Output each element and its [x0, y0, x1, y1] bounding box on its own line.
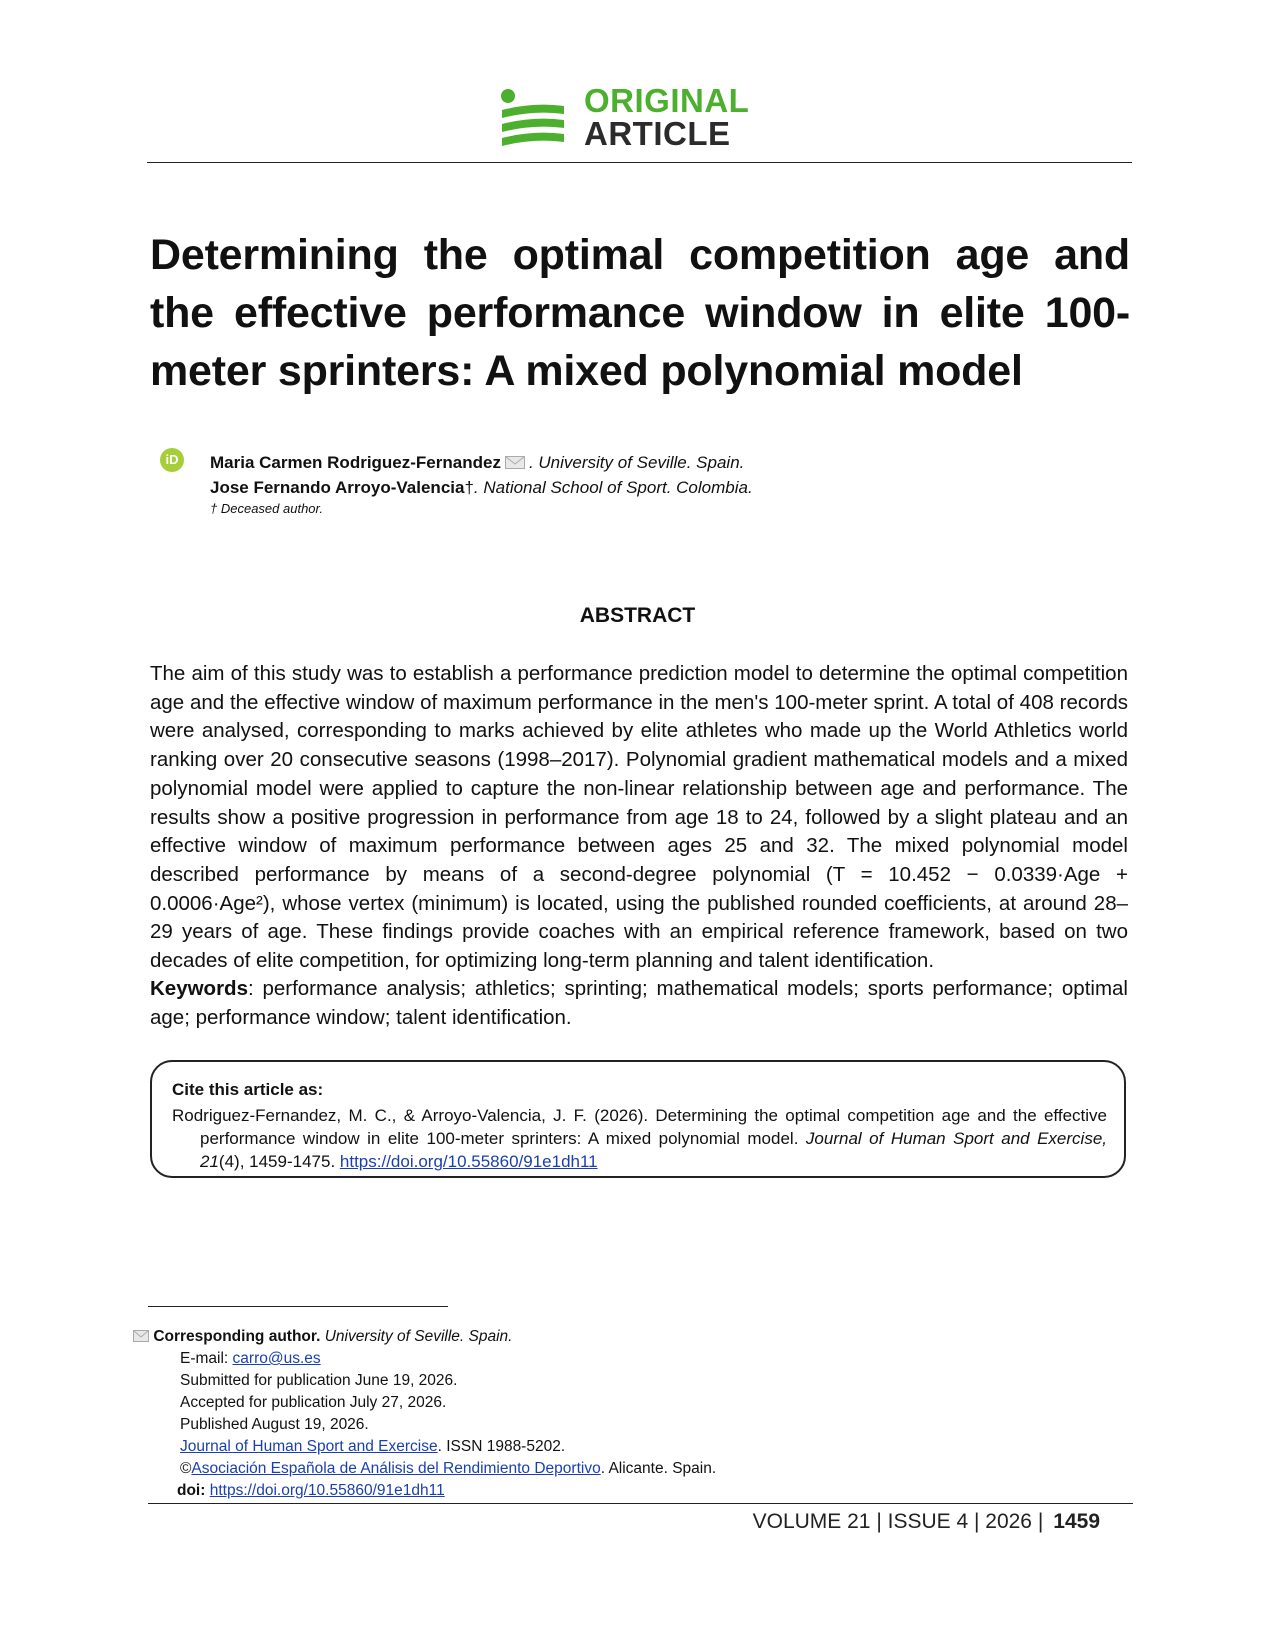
journal-link[interactable]: Journal of Human Sport and Exercise — [180, 1438, 438, 1455]
email-label: E-mail: — [180, 1350, 233, 1367]
citation-journal: Journal of Human Sport and Exercise, — [805, 1129, 1108, 1148]
citation-text — [172, 1104, 1107, 1173]
original-article-badge — [500, 84, 790, 154]
dagger-mark: † — [464, 478, 474, 497]
email-link[interactable]: carro@us.es — [232, 1350, 321, 1367]
doi-label: doi: — [177, 1482, 206, 1499]
citation-box — [150, 1060, 1126, 1178]
footnote-lead-line — [133, 1326, 833, 1348]
publisher-link[interactable]: Asociación Española de Análisis del Rendimiento Deportivo — [191, 1460, 601, 1477]
citation-doi-link[interactable]: https://doi.org/10.55860/91e1dh11 — [339, 1152, 598, 1171]
abstract-text: The aim of this study was to establish a performance prediction model to determine the optimal competition age and the effective window of maximum performance in the men's 100-meter sprint. A total of 408 records were analysed, corresponding to marks achieved by elite athletes who made up the World Athletics world ranking over 20 consecutive seasons (1998–2017). Polynomial gradient mathematical models and a mixed polynomial model were applied to capture the non-linear relationship between age and performance. The results show a positive progression in performance from age 18 to 24, followed by a slight plateau and an effective window of maximum performance between ages 25 and 32. The mixed polynomial model described performance by means of a second-degree polynomial (T = 10.452 − 0.0339·Age + 0.0006·Age²), whose vertex (minimum) is located, using the published rounded coefficients, at around 28–29 years of age. These findings provide coaches with an empirical reference framework, based on two decades of elite competition, for optimizing long-term planning and talent identification. — [150, 662, 1128, 973]
accepted-date: Accepted for publication July 27, 2026. — [180, 1394, 447, 1411]
keywords — [150, 975, 1128, 1032]
publisher-place: . Alicante. Spain. — [600, 1460, 717, 1477]
author-name[interactable]: Jose Fernando Arroyo-Valencia — [210, 478, 465, 497]
stripes-logo-icon — [500, 88, 566, 148]
author-line-1 — [210, 450, 910, 475]
mail-icon — [133, 1328, 149, 1345]
footer-divider — [148, 1503, 1133, 1504]
orcid-icon[interactable]: iD — [160, 448, 184, 472]
citation-volume: 21 — [200, 1152, 219, 1171]
corresponding-author-footnote — [133, 1326, 833, 1502]
author-line-2 — [210, 475, 910, 500]
badge-line-original: ORIGINAL — [584, 82, 750, 119]
keywords-list: : performance analysis; athletics; sprinting; mathematical models; sports performance; optimal age; performance window; talent identification. — [150, 977, 1128, 1029]
copyright-symbol: © — [180, 1460, 192, 1477]
deceased-note: † Deceased author. — [210, 501, 323, 516]
citation-heading: Cite this article as: — [172, 1080, 324, 1099]
footnote-lead: Corresponding author. — [153, 1328, 321, 1345]
doi-line — [133, 1480, 833, 1502]
submitted-date: Submitted for publication June 19, 2026. — [180, 1372, 458, 1389]
volume-issue-year: VOLUME 21 | ISSUE 4 | 2026 | — [752, 1510, 1044, 1533]
badge-line-article: ARTICLE — [584, 115, 731, 152]
footnote-divider — [148, 1306, 448, 1307]
footnote-email-line — [133, 1348, 833, 1370]
citation-reference: Rodriguez-Fernandez, M. C., & Arroyo-Valencia, J. F. (2026). Determining the optimal competition age and the effective performance window in elite 100-meter sprinters: A mixed polynomial model. — [172, 1106, 1107, 1148]
doi-link[interactable]: https://doi.org/10.55860/91e1dh11 — [209, 1482, 445, 1499]
published-date: Published August 19, 2026. — [180, 1416, 369, 1433]
abstract-heading: ABSTRACT — [579, 604, 696, 627]
author-block — [210, 450, 910, 518]
issn: . ISSN 1988-5202. — [437, 1438, 566, 1455]
author-affiliation: . National School of Sport. Colombia. — [473, 478, 753, 497]
header-divider — [147, 162, 1132, 163]
publisher-line — [133, 1458, 833, 1480]
page-footer — [600, 1510, 1100, 1534]
keywords-label: Keywords — [150, 977, 248, 1000]
journal-line — [133, 1436, 833, 1458]
author-affiliation: . University of Seville. Spain. — [528, 453, 745, 472]
article-title: Determining the optimal competition age and the effective performance window in elite 100-meter sprinters: A mixed polynomial model — [150, 231, 1130, 395]
author-name[interactable]: Maria Carmen Rodriguez-Fernandez — [210, 453, 501, 472]
footnote-affiliation: University of Seville. Spain. — [324, 1328, 513, 1345]
citation-issue-pages: (4), 1459-1475. — [218, 1152, 340, 1171]
mail-icon — [505, 451, 525, 464]
page-number: 1459 — [1053, 1510, 1100, 1533]
